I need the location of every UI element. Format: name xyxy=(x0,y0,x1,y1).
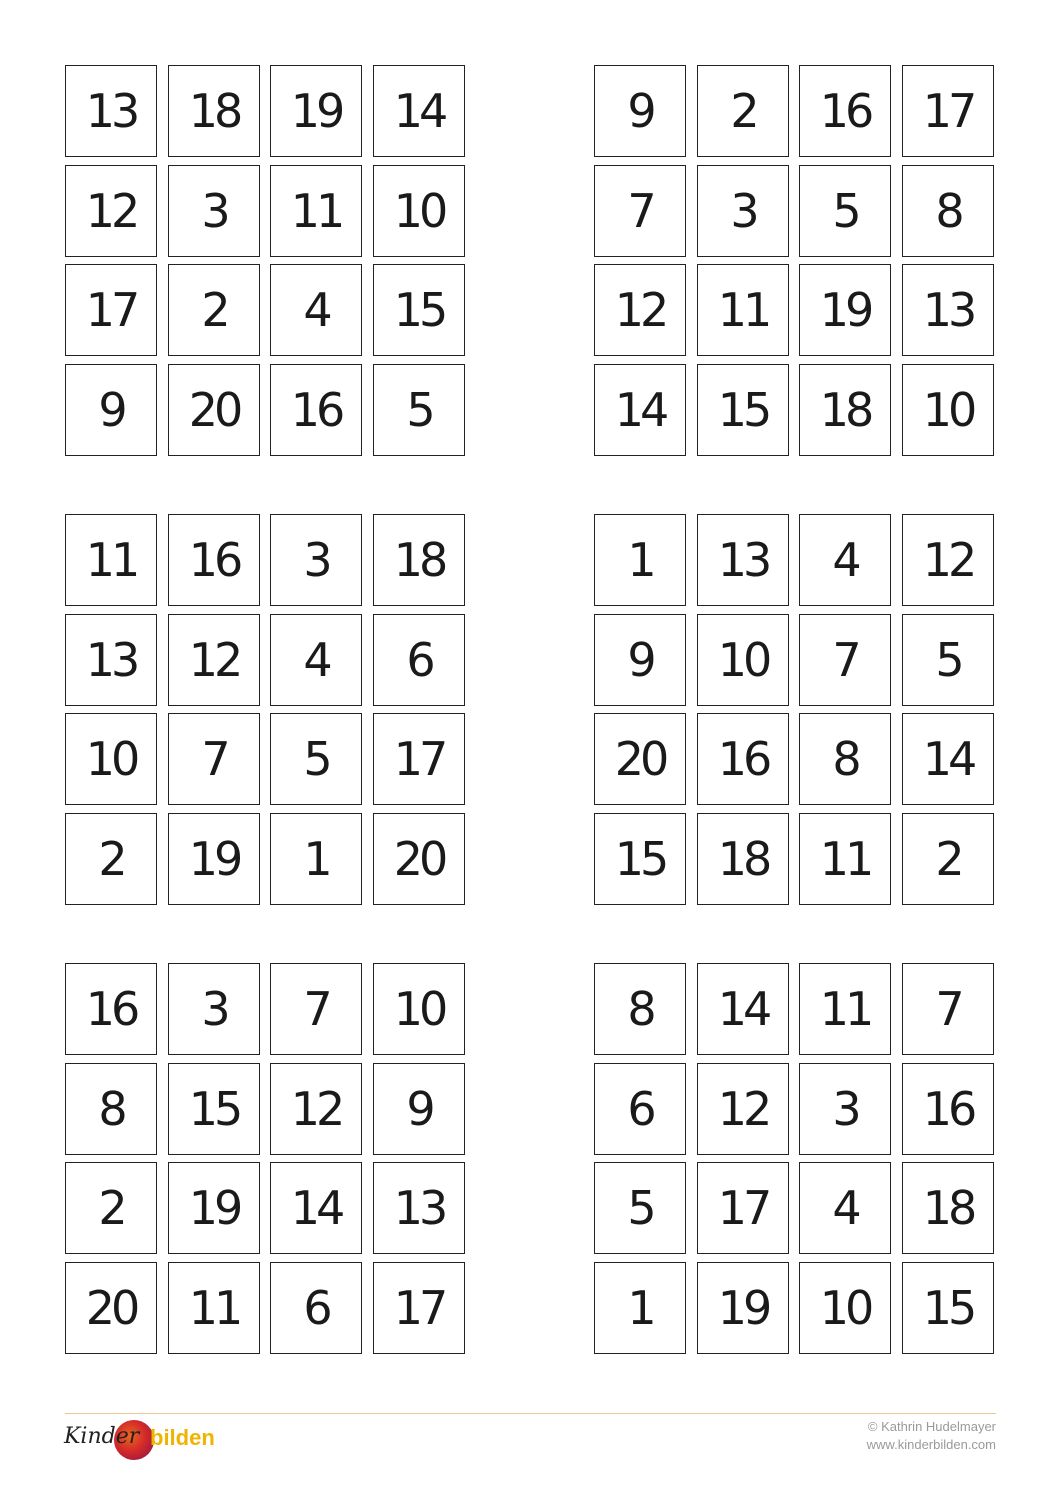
bingo-cell: 12 xyxy=(902,514,994,606)
bingo-cell: 7 xyxy=(168,713,260,805)
bingo-cell: 5 xyxy=(270,713,362,805)
bingo-cell: 18 xyxy=(697,813,789,905)
bingo-cell: 11 xyxy=(697,264,789,356)
bingo-cell: 13 xyxy=(373,1162,465,1254)
bingo-cell: 19 xyxy=(799,264,891,356)
bingo-cell: 3 xyxy=(168,963,260,1055)
website-text: www.kinderbilden.com xyxy=(866,1437,996,1452)
bingo-cell: 16 xyxy=(270,364,362,456)
bingo-cell: 20 xyxy=(65,1262,157,1354)
bingo-cell: 5 xyxy=(902,614,994,706)
bingo-cell: 9 xyxy=(594,614,686,706)
bingo-cell: 4 xyxy=(270,264,362,356)
bingo-cell: 10 xyxy=(799,1262,891,1354)
bingo-cell: 3 xyxy=(697,165,789,257)
bingo-cell: 3 xyxy=(270,514,362,606)
bingo-cell: 14 xyxy=(902,713,994,805)
bingo-cell: 5 xyxy=(373,364,465,456)
bingo-cell: 4 xyxy=(270,614,362,706)
bingo-board xyxy=(594,514,996,908)
bingo-cell: 6 xyxy=(373,614,465,706)
bingo-cell: 11 xyxy=(799,963,891,1055)
bingo-cell: 7 xyxy=(902,963,994,1055)
bingo-cell: 15 xyxy=(594,813,686,905)
logo-text-kinder: Kinder xyxy=(64,1424,140,1449)
bingo-cell: 12 xyxy=(168,614,260,706)
bingo-cell: 1 xyxy=(594,1262,686,1354)
bingo-cell: 14 xyxy=(373,65,465,157)
bingo-cell: 1 xyxy=(270,813,362,905)
bingo-cell: 18 xyxy=(168,65,260,157)
bingo-board xyxy=(594,65,996,459)
bingo-cell: 14 xyxy=(697,963,789,1055)
bingo-cell: 18 xyxy=(373,514,465,606)
bingo-cell: 16 xyxy=(902,1063,994,1155)
bingo-cell: 8 xyxy=(902,165,994,257)
bingo-cell: 14 xyxy=(594,364,686,456)
bingo-cell: 9 xyxy=(65,364,157,456)
bingo-cell: 8 xyxy=(65,1063,157,1155)
bingo-cell: 3 xyxy=(168,165,260,257)
footer-credits xyxy=(867,1418,996,1454)
bingo-cell: 17 xyxy=(697,1162,789,1254)
bingo-cell: 15 xyxy=(168,1063,260,1155)
bingo-cell: 8 xyxy=(594,963,686,1055)
copyright-text: © Kathrin Hudelmayer xyxy=(867,1419,996,1434)
bingo-cell: 7 xyxy=(270,963,362,1055)
bingo-cell: 16 xyxy=(799,65,891,157)
bingo-cell: 10 xyxy=(373,165,465,257)
bingo-cell: 20 xyxy=(373,813,465,905)
bingo-cell: 17 xyxy=(902,65,994,157)
bingo-cell: 15 xyxy=(902,1262,994,1354)
bingo-cell: 6 xyxy=(594,1063,686,1155)
bingo-cell: 19 xyxy=(697,1262,789,1354)
bingo-cell: 19 xyxy=(270,65,362,157)
bingo-cell: 9 xyxy=(594,65,686,157)
bingo-cell: 20 xyxy=(168,364,260,456)
bingo-cell: 17 xyxy=(65,264,157,356)
bingo-cell: 11 xyxy=(168,1262,260,1354)
bingo-cell: 2 xyxy=(65,813,157,905)
bingo-cell: 16 xyxy=(697,713,789,805)
bingo-cell: 11 xyxy=(270,165,362,257)
bingo-cell: 17 xyxy=(373,1262,465,1354)
bingo-cell: 10 xyxy=(697,614,789,706)
bingo-cell: 1 xyxy=(594,514,686,606)
bingo-cell: 5 xyxy=(594,1162,686,1254)
bingo-cell: 8 xyxy=(799,713,891,805)
bingo-cell: 19 xyxy=(168,813,260,905)
bingo-cell: 20 xyxy=(594,713,686,805)
bingo-cell: 10 xyxy=(373,963,465,1055)
bingo-cell: 7 xyxy=(799,614,891,706)
bingo-cell: 12 xyxy=(594,264,686,356)
bingo-cell: 5 xyxy=(799,165,891,257)
bingo-cell: 11 xyxy=(799,813,891,905)
kinderbilden-logo xyxy=(64,1420,224,1464)
bingo-cell: 13 xyxy=(902,264,994,356)
bingo-board xyxy=(65,963,467,1357)
bingo-board xyxy=(594,963,996,1357)
bingo-cell: 13 xyxy=(697,514,789,606)
bingo-cell: 2 xyxy=(168,264,260,356)
bingo-cell: 6 xyxy=(270,1262,362,1354)
bingo-cell: 4 xyxy=(799,514,891,606)
bingo-cell: 4 xyxy=(799,1162,891,1254)
bingo-cell: 15 xyxy=(373,264,465,356)
bingo-cell: 14 xyxy=(270,1162,362,1254)
bingo-cell: 16 xyxy=(65,963,157,1055)
bingo-cell: 13 xyxy=(65,614,157,706)
footer-divider xyxy=(65,1413,996,1414)
bingo-cell: 15 xyxy=(697,364,789,456)
bingo-board xyxy=(65,65,467,459)
bingo-cell: 3 xyxy=(799,1063,891,1155)
bingo-cell: 10 xyxy=(65,713,157,805)
bingo-cell: 2 xyxy=(697,65,789,157)
bingo-cell: 10 xyxy=(902,364,994,456)
bingo-cell: 17 xyxy=(373,713,465,805)
bingo-cell: 19 xyxy=(168,1162,260,1254)
bingo-board xyxy=(65,514,467,908)
bingo-cell: 9 xyxy=(373,1063,465,1155)
bingo-cell: 18 xyxy=(902,1162,994,1254)
bingo-cell: 2 xyxy=(902,813,994,905)
bingo-cell: 2 xyxy=(65,1162,157,1254)
bingo-cell: 18 xyxy=(799,364,891,456)
bingo-cell: 7 xyxy=(594,165,686,257)
bingo-cell: 12 xyxy=(270,1063,362,1155)
bingo-cell: 12 xyxy=(65,165,157,257)
bingo-cell: 16 xyxy=(168,514,260,606)
bingo-cell: 13 xyxy=(65,65,157,157)
bingo-cell: 11 xyxy=(65,514,157,606)
bingo-cell: 12 xyxy=(697,1063,789,1155)
logo-text-bilden: bilden xyxy=(150,1425,215,1450)
